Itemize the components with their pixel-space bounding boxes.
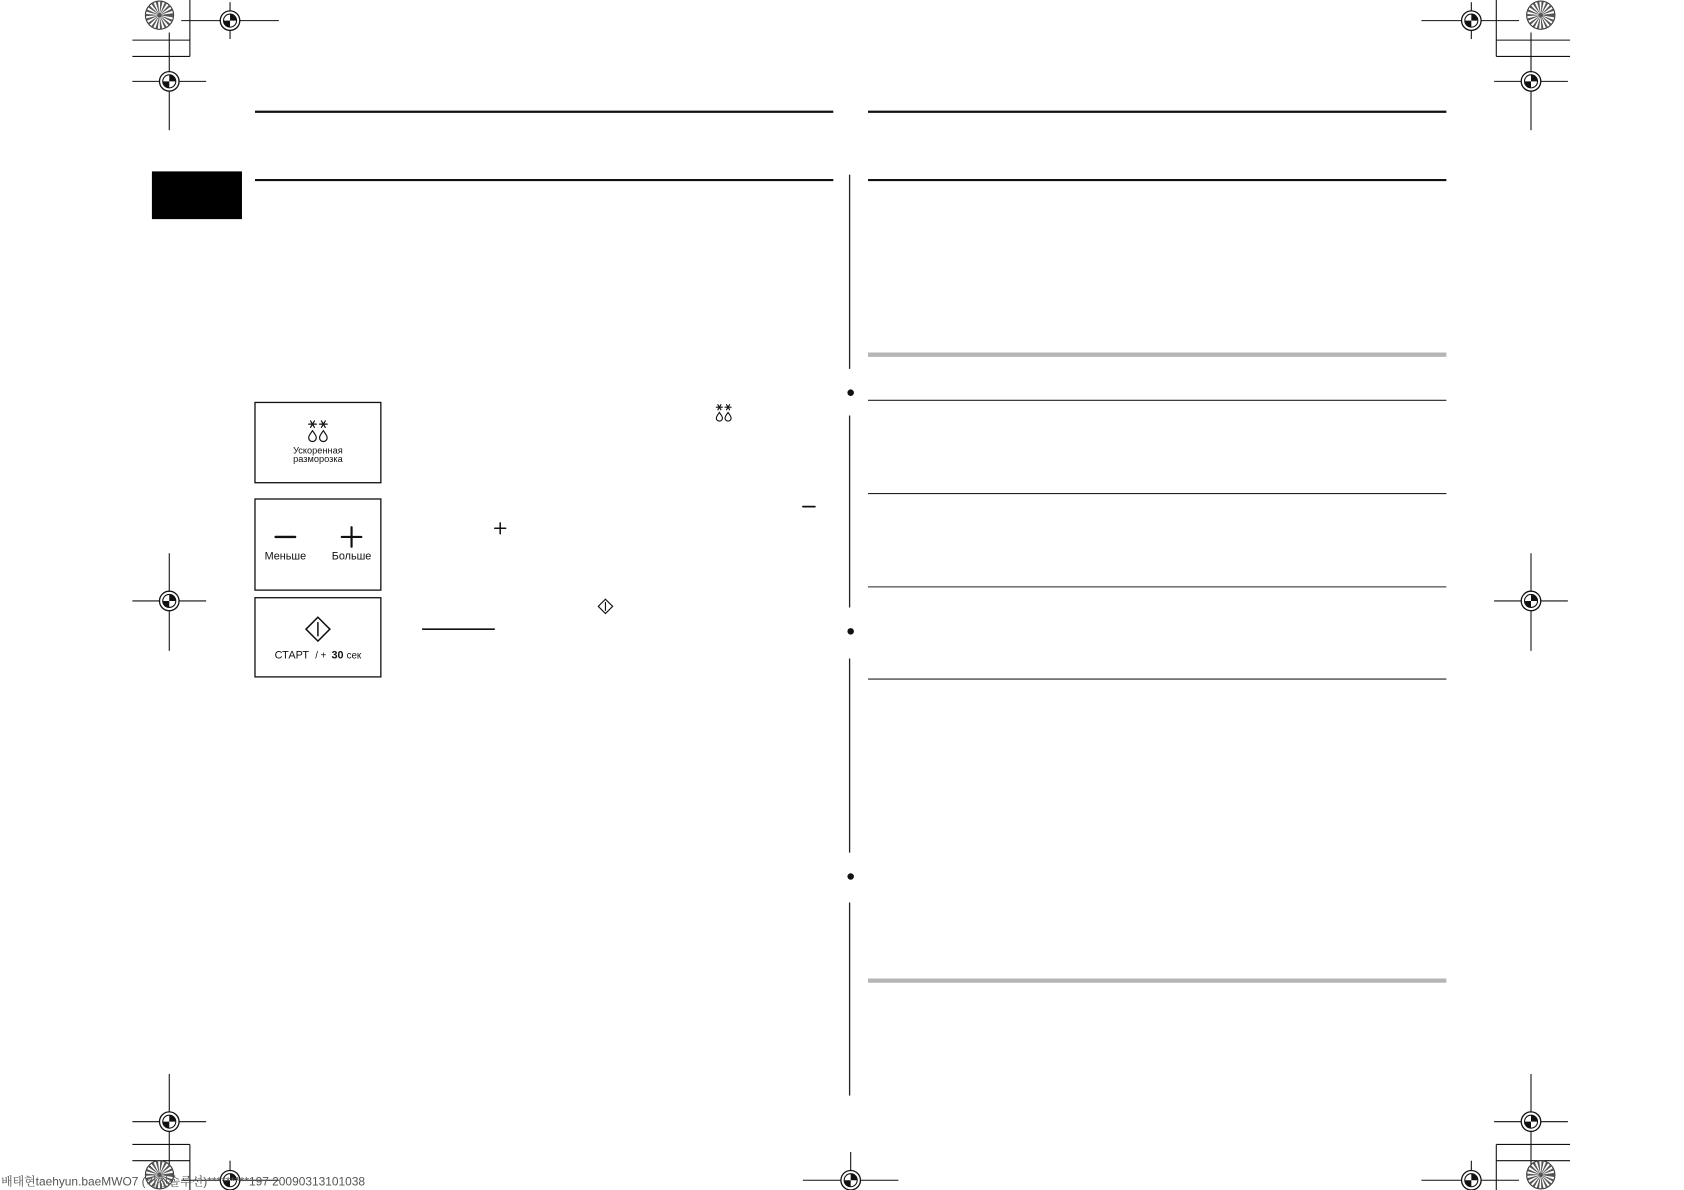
- start-label: СТАРТ: [274, 649, 309, 662]
- snowflake-drops-icon: [309, 421, 327, 442]
- bullet-dot: [847, 389, 854, 396]
- registration-target-icon: [160, 1112, 180, 1132]
- print-info-footer: 배태현taehyun.baeMWO7 (키친솔루션)*********197 20090313101038: [1, 1174, 366, 1189]
- color-calibration-sunburst-icon: [1527, 1161, 1555, 1189]
- plus-icon: [342, 527, 362, 547]
- registration-target-icon: [841, 1170, 861, 1190]
- registration-target-icon: [160, 591, 180, 611]
- start-separator: / +: [315, 650, 327, 662]
- registration-target-icon: [1521, 72, 1541, 92]
- start-button-label: [275, 649, 362, 661]
- layout-rules: [152, 112, 1446, 1096]
- less-more-buttons-frame: [255, 499, 381, 590]
- defrost-button-label-line1: Ускоренная: [293, 445, 343, 456]
- registration-target-icon: [1521, 591, 1541, 611]
- start-unit: сек: [346, 650, 362, 662]
- defrost-button-illustration: [255, 402, 381, 482]
- color-calibration-sunburst-icon: [145, 1, 173, 29]
- start-button-illustration: [255, 598, 381, 677]
- less-button-label: Меньше: [264, 550, 307, 563]
- defrost-button-frame: [255, 402, 381, 482]
- less-more-buttons-illustration: [255, 499, 381, 590]
- registration-target-icon: [1462, 11, 1482, 31]
- color-calibration-sunburst-icon: [1527, 1, 1555, 29]
- plus-icon: [495, 523, 506, 534]
- more-button-label: Больше: [331, 550, 372, 563]
- registration-target-icon: [1462, 1170, 1482, 1190]
- bullet-dot: [847, 628, 854, 635]
- start-seconds: 30: [331, 649, 344, 662]
- registration-target-icon: [160, 72, 180, 92]
- inline-icons: [422, 405, 815, 630]
- defrost-button-label-line2: разморозка: [293, 454, 343, 465]
- print-marks: [132, 0, 1570, 1190]
- start-diamond-icon: [598, 599, 612, 613]
- registration-target-icon: [220, 11, 240, 31]
- start-diamond-icon: [306, 617, 330, 641]
- language-tab-block: [152, 171, 242, 219]
- start-button-frame: [255, 598, 381, 677]
- snowflake-drops-icon: [716, 405, 731, 421]
- registration-target-icon: [1521, 1112, 1541, 1132]
- bullet-dot: [847, 873, 854, 880]
